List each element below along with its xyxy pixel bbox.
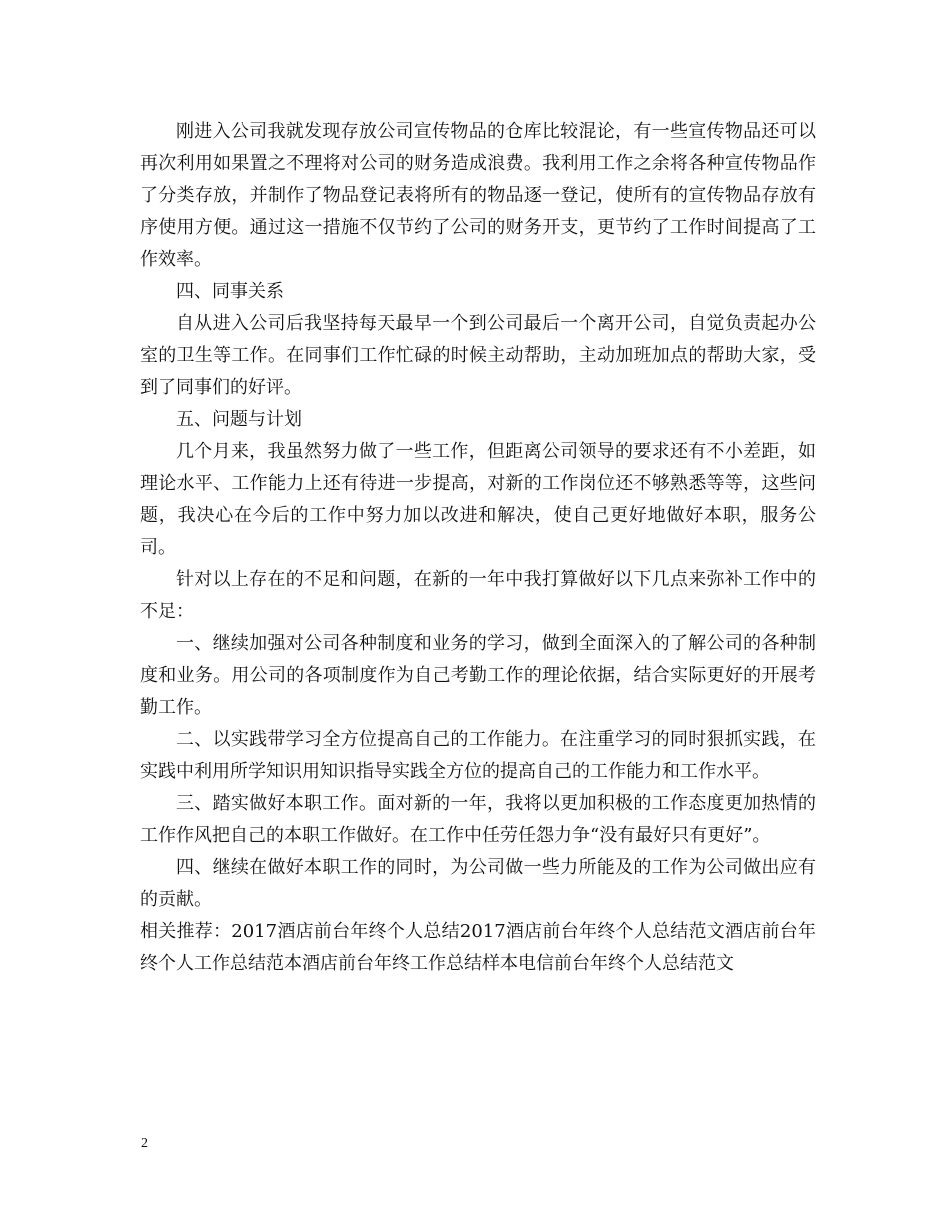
paragraph-problems: 几个月来，我虽然努力做了一些工作，但距离公司领导的要求还有不小差距，如理论水平、工作能力上还有待进一步提高，对新的工作岗位还不够熟悉等等，这些问题，我决心在今后的工作中努力加以改进和解决，使自己更好地做好本职，服务公司。 <box>140 441 816 558</box>
document-body <box>140 116 816 980</box>
paragraph-plan-item-3: 三、踏实做好本职工作。面对新的一年，我将以更加积极的工作态度更加热情的工作作风把自己的本职工作做好。在工作中任劳任怨力争“没有最好只有更好”。 <box>140 793 816 846</box>
heading-colleague-relations: 四、同事关系 <box>176 281 284 302</box>
paragraph-plan-item-4: 四、继续在做好本职工作的同时，为公司做一些力所能及的工作为公司做出应有的贡献。 <box>140 857 816 910</box>
paragraph-colleague-relations: 自从进入公司后我坚持每天最早一个到公司最后一个离开公司，自觉负责起办公室的卫生等工作。在同事们工作忙碌的时候主动帮助，主动加班加点的帮助大家，受到了同事们的好评。 <box>140 313 816 398</box>
paragraph-plan-intro: 针对以上存在的不足和问题，在新的一年中我打算做好以下几点来弥补工作中的不足： <box>140 569 816 622</box>
paragraph-plan-item-2: 二、以实践带学习全方位提高自己的工作能力。在注重学习的同时狠抓实践，在实践中利用所学知识用知识指导实践全方位的提高自己的工作能力和工作水平。 <box>140 729 816 782</box>
paragraph-warehouse: 刚进入公司我就发现存放公司宣传物品的仓库比较混论，有一些宣传物品还可以再次利用如果置之不理将对公司的财务造成浪费。我利用工作之余将各种宣传物品作了分类存放，并制作了物品登记表将所有的物品逐一登记，使所有的宣传物品存放有序使用方便。通过这一措施不仅节约了公司的财务开支，更节约了工作时间提高了工作效率。 <box>140 121 816 270</box>
paragraph-plan-item-1: 一、继续加强对公司各种制度和业务的学习，做到全面深入的了解公司的各种制度和业务。用公司的各项制度作为自己考勤工作的理论依据，结合实际更好的开展考勤工作。 <box>140 633 816 718</box>
related-recommendations: 相关推荐：2017酒店前台年终个人总结2017酒店前台年终个人总结范文酒店前台年终个人工作总结范本酒店前台年终工作总结样本电信前台年终个人总结范文 <box>140 921 816 974</box>
heading-problems-and-plans: 五、问题与计划 <box>176 409 302 430</box>
page-number: 2 <box>141 1136 148 1151</box>
